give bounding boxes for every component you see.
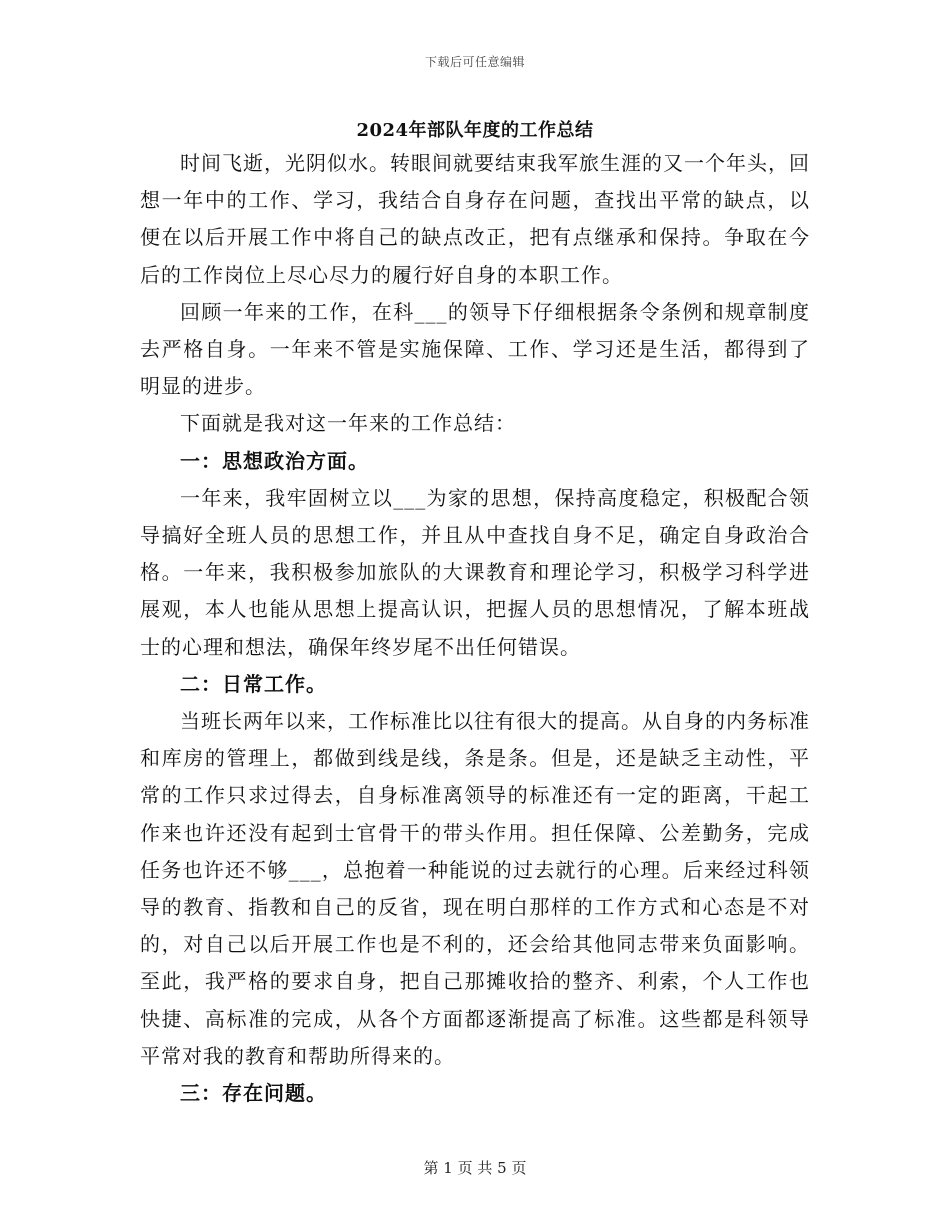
section-heading-daily-work: 二：日常工作。 xyxy=(180,671,327,696)
paragraph-intro: 时间飞逝，光阴似水。转眼间就要结束我军旅生涯的又一个年头，回想一年中的工作、学习，我结合自身存在问题，查找出平常的缺点，以便在以后开展工作中将自己的缺点改正，把有点继承和保持。争取在今后的工作岗位上尽心尽力的履行好自身的本职工作。 xyxy=(140,151,810,287)
paragraph-review: 回顾一年来的工作，在科___的领导下仔细根据条令条例和规章制度去严格自身。一年来不管是实施保障、工作、学习还是生活，都得到了明显的进步。 xyxy=(140,299,810,399)
paragraph-summary-lead: 下面就是我对这一年来的工作总结： xyxy=(180,411,516,436)
paragraph-daily-work: 当班长两年以来，工作标准比以往有很大的提高。从自身的内务标准和库房的管理上，都做到线是线，条是条。但是，还是缺乏主动性，平常的工作只求过得去，自身标准离领导的标准还有一定的距离，干起工作来也许还没有起到士官骨干的带头作用。担任保障、公差勤务，完成任务也许还不够___，总抱着一种能说的过去就行的心理。后来经过科领导的教育、指教和自己的反省，现在明白那样的工作方式和心态是不对的，对自己以后开展工作也是不利的，还会给其他同志带来负面影响。至此，我严格的要求自身，把自己那摊收拾的整齐、利索，个人工作也快捷、高标准的完成，从各个方面都逐渐提高了标准。这些都是科领导平常对我的教育和帮助所得来的。 xyxy=(140,709,810,1068)
section-heading-problems: 三：存在问题。 xyxy=(180,1081,327,1106)
document-body xyxy=(140,145,810,1112)
header-note: 下载后可任意编辑 xyxy=(424,55,525,69)
document-title: 2024年部队年度的工作总结 xyxy=(356,120,594,141)
page-number: 第 1 页 共 5 页 xyxy=(423,1159,527,1177)
section-heading-political: 一：思想政治方面。 xyxy=(180,448,369,473)
paragraph-political: 一年来，我牢固树立以___为家的思想，保持高度稳定，积极配合领导搞好全班人员的思想工作，并且从中查找自身不足，确定自身政治合格。一年来，我积极参加旅队的大课教育和理论学习，积极学习科学进展观，本人也能从思想上提高认识，把握人员的思想情况，了解本班战士的心理和想法，确保年终岁尾不出任何错误。 xyxy=(140,485,810,659)
